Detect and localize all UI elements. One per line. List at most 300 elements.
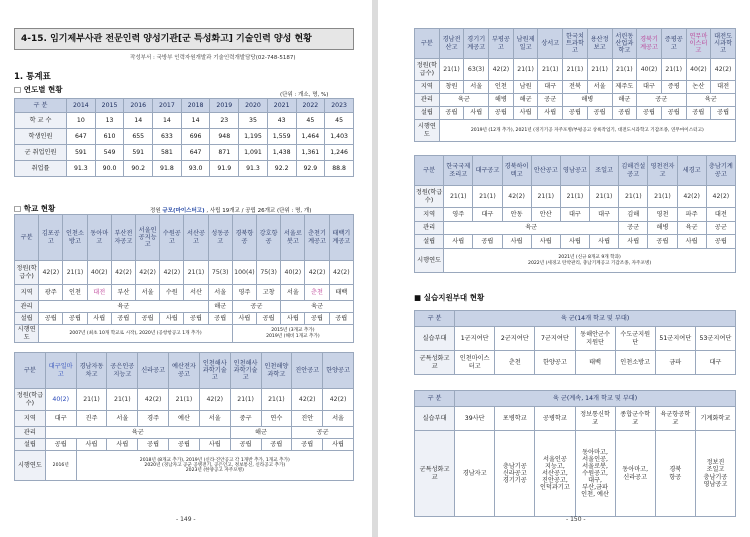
t1-est-cell: 공립 — [208, 313, 232, 325]
t3-header-cell: 경북기계공고 — [637, 29, 662, 59]
t3-region-row — [415, 81, 736, 94]
t3-row-label: 설립 — [415, 107, 440, 120]
school-heading-text: 학교 현황 — [23, 204, 56, 213]
t1-region-cell: 부산 — [111, 285, 135, 301]
t4-est-cell: 사립 — [560, 235, 589, 249]
t1-est-cell: 공립 — [111, 313, 135, 325]
t3-est-cell: 공립 — [686, 107, 711, 120]
t1-quota-cell: 75(3) — [257, 261, 281, 285]
t2-header-cell: 진안공고 — [292, 353, 323, 389]
t4-est-cell: 사립 — [444, 235, 473, 249]
yearly-cell: 13 — [95, 113, 124, 129]
t3-region-cell: 남원 — [513, 81, 538, 94]
yearly-header-row — [15, 99, 354, 113]
t6-header-cell: 포병학교 — [495, 407, 535, 431]
t4-mgmt-cell: 공군 — [619, 222, 648, 235]
t2-header-cell: 한양공고 — [323, 353, 354, 389]
t6-header-cell: 정보통신학교 — [575, 407, 615, 431]
t1-est-cell: 사립 — [232, 313, 256, 325]
t4-region-cell: 대전 — [706, 208, 735, 222]
t1-region-cell: 서산 — [184, 285, 208, 301]
t2-est-cell: 사립 — [107, 439, 138, 451]
t1-year-row — [15, 325, 354, 343]
t6-school-cell: 정보진 조일고 충남기공 영남공고 — [695, 431, 735, 517]
t4-row-label: 관리 — [415, 222, 444, 235]
t4-est-cell: 사립 — [502, 235, 531, 249]
t2-est-cell: 사립 — [323, 439, 354, 451]
t3-region-cell: 대구 — [538, 81, 563, 94]
t2-year-cell: 2016년 — [45, 451, 76, 481]
t3-mgmt-cell: 육군 — [686, 94, 735, 107]
t4-header-cell: 영남공고 — [560, 156, 589, 186]
yearly-cell: 군 취업인원 — [15, 145, 67, 161]
t3-region-cell: 증평 — [661, 81, 686, 94]
yearly-header-cell: 2018 — [181, 99, 210, 113]
t3-header-cell: 연무마이스터고 — [686, 29, 711, 59]
t2-quota-cell: 21(1) — [107, 389, 138, 411]
t4-header-cell: 한국국제조리고 — [444, 156, 473, 186]
t2-est-cell: 사립 — [199, 439, 230, 451]
t1-header-cell: 서산공고 — [184, 215, 208, 261]
t2-mgmt-cell: 해군 — [230, 427, 292, 439]
t3-row-label: 정원(학급수) — [415, 59, 440, 81]
t2-year-line: 2023년 (한양공고 자주포병) — [185, 468, 244, 474]
t5-header-cell: 수도군지원단 — [615, 327, 655, 351]
t2-quota-cell: 42(2) — [292, 389, 323, 411]
t1-region-cell: 영주 — [232, 285, 256, 301]
t4-region-cell: 안산 — [531, 208, 560, 222]
t2-region-cell: 서울 — [323, 411, 354, 427]
t3-est-cell: 공립 — [439, 107, 464, 120]
yearly-cell: 696 — [181, 129, 210, 145]
t1-est-cell: 사립 — [281, 313, 305, 325]
t3-region-cell: 대전 — [711, 81, 736, 94]
yearly-cell: 45 — [296, 113, 325, 129]
t3-region-cell: 서울 — [464, 81, 489, 94]
t1-mgmt-cell: 해군 — [208, 301, 232, 313]
t2-region-cell: 중구 — [230, 411, 261, 427]
t1-quota-cell: 42(2) — [39, 261, 63, 285]
yearly-row — [15, 161, 354, 177]
t1-region-cell: 고창 — [257, 285, 281, 301]
t4-header-cell: 대구공고 — [473, 156, 502, 186]
yearly-header-cell: 2020 — [239, 99, 268, 113]
t4-quota-cell: 21(1) — [590, 186, 619, 208]
t5-header-row — [415, 327, 736, 351]
yearly-cell: 1,438 — [267, 145, 296, 161]
t1-header-cell: 서울인공지능고 — [136, 215, 160, 261]
t3-est-cell: 공립 — [711, 107, 736, 120]
stats-heading: 1. 통계표 — [14, 72, 51, 82]
yearly-cell: 1,559 — [267, 129, 296, 145]
t2-header-cell: 예산전자공고 — [169, 353, 200, 389]
t4-quota-cell: 21(1) — [444, 186, 473, 208]
t4-row-label: 지역 — [415, 208, 444, 222]
t3-header-cell: 증평공고 — [661, 29, 686, 59]
t5-top-cell: 구 분 — [415, 311, 455, 327]
t1-header-cell: 태백기계공고 — [329, 215, 353, 261]
t1-header-cell: 동아마고 — [87, 215, 111, 261]
yearly-cell: 655 — [124, 129, 153, 145]
yearly-cell: 1,091 — [239, 145, 268, 161]
t4-header-cell: 조일고 — [590, 156, 619, 186]
t1-header-cell: 서울로봇고 — [281, 215, 305, 261]
t3-quota-cell: 40(2) — [686, 59, 711, 81]
t1-row-label: 설립 — [15, 313, 39, 325]
t2-year-line: 2020년 (경남자고 공군 공병전기, 공은인고, 정보통신, 신라공고 추가) — [144, 462, 286, 468]
t6-top-cell: 육 군(계속, 14개 학교 및 부대) — [455, 391, 736, 407]
t2-row-label: 정원(학급수) — [15, 389, 46, 411]
yearly-header-cell: 2015 — [95, 99, 124, 113]
t2-row-label: 설립 — [15, 439, 46, 451]
yearly-cell: 35 — [239, 113, 268, 129]
t6-school-row — [415, 431, 736, 517]
t6-school-cell: 경북 항공 — [655, 431, 695, 517]
t1-est-cell: 공립 — [257, 313, 281, 325]
t4-quota-row — [415, 186, 736, 208]
yearly-cell: 학생인원 — [15, 129, 67, 145]
t4-year-cell — [444, 249, 736, 273]
t5-header-cell: 1군지여단 — [455, 327, 495, 351]
t1-region-cell: 서울 — [281, 285, 305, 301]
t5-header-cell: 실습부대 — [415, 327, 455, 351]
school-note-post: , 사립 19개교 / 공립 26개교 (단위 : 명, 개) — [204, 208, 312, 214]
t1-est-cell: 공립 — [305, 313, 329, 325]
yearly-cell: 647 — [181, 145, 210, 161]
t4-header-cell: 김해건설공고 — [619, 156, 648, 186]
t3-quota-cell: 63(3) — [464, 59, 489, 81]
t2-mgmt-cell: 공군 — [292, 427, 354, 439]
t2-quota-cell: 42(2) — [323, 389, 354, 411]
t5-top-cell: 육 군(14개 학교 및 부대) — [455, 311, 736, 327]
yearly-cell: 647 — [67, 129, 96, 145]
t2-year-cell — [76, 451, 353, 481]
t4-quota-cell: 21(1) — [619, 186, 648, 208]
t2-header-cell: 공은인공지능고 — [107, 353, 138, 389]
t3-quota-cell: 21(1) — [439, 59, 464, 81]
t2-header-cell: 인천해사과학기술고 — [199, 353, 230, 389]
yearly-header-cell: 구 분 — [15, 99, 67, 113]
t3-quota-cell: 21(1) — [538, 59, 563, 81]
t4-mgmt-row — [415, 222, 736, 235]
t3-header-row — [415, 29, 736, 59]
t1-est-cell: 공립 — [63, 313, 87, 325]
t2-header-row — [15, 353, 354, 389]
t1-mgmt-row — [15, 301, 354, 313]
t1-region-cell: 인천 — [63, 285, 87, 301]
t3-mgmt-cell: 해군 — [612, 94, 637, 107]
t3-header-cell: 남원제일고 — [513, 29, 538, 59]
t1-year-cell — [232, 325, 353, 343]
yearly-cell: 14 — [153, 113, 182, 129]
t2-header-cell: 인천해사과학기술고 — [230, 353, 261, 389]
yearly-cell: 88.8 — [325, 161, 354, 177]
t1-est-cell: 공립 — [184, 313, 208, 325]
t1-quota-cell: 40(2) — [281, 261, 305, 285]
t1-est-cell: 사립 — [160, 313, 184, 325]
t3-mgmt-cell: 해병 — [489, 94, 514, 107]
t4-quota-cell: 42(2) — [706, 186, 735, 208]
t5-school-cell: 한양공고 — [535, 351, 575, 375]
t1-quota-cell: 21(1) — [63, 261, 87, 285]
t4-est-cell: 사립 — [677, 235, 706, 249]
t1-header-cell: 수원공고 — [160, 215, 184, 261]
t4-mgmt-cell: 육군 — [677, 222, 706, 235]
school-table-2 — [14, 352, 354, 481]
t6-header-cell: 39사단 — [455, 407, 495, 431]
t3-header-cell: 서린동산업과학고 — [612, 29, 637, 59]
yearly-cell: 549 — [95, 145, 124, 161]
t1-row-label: 지역 — [15, 285, 39, 301]
yearly-cell: 91.8 — [153, 161, 182, 177]
t4-region-cell: 김해 — [619, 208, 648, 222]
t1-region-cell: 수원 — [160, 285, 184, 301]
yearly-cell: 91.3 — [239, 161, 268, 177]
yearly-unit: (단위 : 개소, 명, %) — [280, 92, 329, 98]
t2-est-cell: 공립 — [230, 439, 261, 451]
t4-region-row — [415, 208, 736, 222]
page-number-left: - 149 - — [176, 516, 196, 523]
yearly-cell: 학 교 수 — [15, 113, 67, 129]
t3-quota-cell: 21(1) — [612, 59, 637, 81]
yearly-cell: 10 — [67, 113, 96, 129]
t4-row-label: 시행연도 — [415, 249, 444, 273]
t4-header-cell: 세경고 — [677, 156, 706, 186]
t3-quota-cell: 42(2) — [489, 59, 514, 81]
yearly-header-cell: 2019 — [210, 99, 239, 113]
t6-header-cell: 실습부대 — [415, 407, 455, 431]
t1-est-cell: 사립 — [87, 313, 111, 325]
t3-est-cell: 공립 — [489, 107, 514, 120]
t2-quota-cell: 42(2) — [199, 389, 230, 411]
t1-est-cell: 공립 — [329, 313, 353, 325]
yearly-header-cell: 2016 — [124, 99, 153, 113]
t3-est-cell: 공립 — [637, 107, 662, 120]
yearly-row — [15, 113, 354, 129]
section-title: 4-15. 임기제부사관 전문인력 양성기관[군 특성화고] 기술인력 양성 현황 — [14, 28, 354, 50]
t4-header-cell: 영천전자고 — [648, 156, 677, 186]
t1-est-row — [15, 313, 354, 325]
t2-header-cell: 인천해양과학고 — [261, 353, 292, 389]
t4-header-cell: 충남기계공고 — [706, 156, 735, 186]
t1-header-cell: 춘천기계공고 — [305, 215, 329, 261]
t3-mgmt-row — [415, 94, 736, 107]
t3-region-cell: 전북 — [563, 81, 588, 94]
yearly-cell: 91.3 — [67, 161, 96, 177]
t3-header-cell: 경기기계공고 — [464, 29, 489, 59]
t2-region-cell: 예산 — [169, 411, 200, 427]
t2-row-label: 관리 — [15, 427, 46, 439]
t3-quota-cell: 42(2) — [711, 59, 736, 81]
t6-header-cell: 육군항공학교 — [655, 407, 695, 431]
yearly-cell: 14 — [124, 113, 153, 129]
t5-school-row — [415, 351, 736, 375]
t3-row-label: 지역 — [415, 81, 440, 94]
t2-row-label: 지역 — [15, 411, 46, 427]
yearly-cell: 90.2 — [124, 161, 153, 177]
t2-quota-cell: 21(1) — [230, 389, 261, 411]
t2-est-cell: 공립 — [292, 439, 323, 451]
t3-header-cell: 부평공고 — [489, 29, 514, 59]
t3-quota-cell: 21(1) — [563, 59, 588, 81]
t4-quota-cell: 21(1) — [560, 186, 589, 208]
t6-school-cell: 서울인공 지능고, 서산공고, 진안공고, 인덕과기고 — [535, 431, 575, 517]
t3-mgmt-cell: 육군 — [439, 94, 488, 107]
t4-region-cell: 영천 — [648, 208, 677, 222]
support-heading: ■ 실습지원부대 현황 — [414, 293, 485, 302]
yearly-cell: 948 — [210, 129, 239, 145]
t1-row-label: 관리 — [15, 301, 39, 313]
t5-header-cell: 2군지여단 — [495, 327, 535, 351]
t3-quota-cell: 21(1) — [661, 59, 686, 81]
t4-est-row — [415, 235, 736, 249]
yearly-header-cell: 2023 — [325, 99, 354, 113]
yearly-cell: 취업률 — [15, 161, 67, 177]
yearly-cell: 14 — [181, 113, 210, 129]
t3-region-cell: 창원 — [439, 81, 464, 94]
t4-header-cell: 경북하이텍고 — [502, 156, 531, 186]
t3-quota-cell: 21(1) — [513, 59, 538, 81]
t2-est-cell: 공립 — [169, 439, 200, 451]
t6-header-cell: 종합군수학교 — [615, 407, 655, 431]
t4-region-cell: 대구 — [590, 208, 619, 222]
t6-school-cell: 충남기공 신라공고 경기기공 — [495, 431, 535, 517]
t6-header-row — [415, 407, 736, 431]
yearly-cell: 581 — [153, 145, 182, 161]
school-note — [150, 206, 311, 214]
author-line: 작성부서 : 국방부 인력자원개발과 기술인력개발담당(02-748-5187) — [130, 55, 296, 61]
t3-row-label: 관리 — [415, 94, 440, 107]
t4-header-row — [415, 156, 736, 186]
t1-header-cell: 인천소방고 — [63, 215, 87, 261]
yearly-cell: 1,246 — [325, 145, 354, 161]
t1-region-cell: 광주 — [39, 285, 63, 301]
yearly-row — [15, 129, 354, 145]
t4-year-line: 2022년 (세경고 탄약관리, 충남기계공고 기갑조종, 자주포병) — [528, 260, 652, 266]
t2-quota-row — [15, 389, 354, 411]
t4-est-cell: 공립 — [706, 235, 735, 249]
t3-quota-row — [415, 59, 736, 81]
t1-year-cell: 2007년 (최초 10개 학교로 시작), 2020년 (공항항공고 1개 추가) — [39, 325, 233, 343]
t3-mgmt-cell: 공군 — [538, 94, 563, 107]
t1-region-cell: 춘천 — [305, 285, 329, 301]
t3-est-cell: 공립 — [563, 107, 588, 120]
t5-school-cell: 인천소방고 — [615, 351, 655, 375]
t1-header-cell: 성동공고 — [208, 215, 232, 261]
t2-region-cell: 서울 — [199, 411, 230, 427]
yearly-heading-text: 연도별 현황 — [23, 85, 63, 94]
t4-region-cell: 대구 — [560, 208, 589, 222]
school-table-4 — [414, 155, 736, 273]
t1-quota-cell: 42(2) — [136, 261, 160, 285]
yearly-cell: 591 — [124, 145, 153, 161]
t4-est-cell: 공립 — [648, 235, 677, 249]
t3-region-cell: 논산 — [686, 81, 711, 94]
t1-row-label: 시행연도 — [15, 325, 39, 343]
t6-school-cell: 동아마고, 신라공고 — [615, 431, 655, 517]
t3-header-cell: 구분 — [415, 29, 440, 59]
t5-header-cell: 7군지여단 — [535, 327, 575, 351]
t5-header-cell: 53군지여단 — [695, 327, 735, 351]
t3-year-cell: 2019년 (12개 추가), 2021년 (경기기공 자주포병/부평공고 상륙작업기, 대전도시과학고 기갑조종, 연무마이스터고) — [439, 120, 735, 142]
t4-region-cell: 안동 — [502, 208, 531, 222]
yearly-cell: 92.2 — [267, 161, 296, 177]
t1-region-cell: 태백 — [329, 285, 353, 301]
t6-school-cell: 군특성화고교 — [415, 431, 455, 517]
t1-region-cell: 서울 — [208, 285, 232, 301]
t6-school-cell: 동아마고, 서울인공, 서울로봇, 수원공고, 대구, 부산,금파 인천, 예산 — [575, 431, 615, 517]
t5-school-cell: 태백 — [575, 351, 615, 375]
t4-est-cell: 공립 — [473, 235, 502, 249]
school-table-3 — [414, 28, 736, 142]
t1-quota-cell: 42(2) — [305, 261, 329, 285]
t2-row-label: 시행연도 — [15, 451, 46, 481]
support-heading-text: 실습지원부대 현황 — [423, 293, 485, 302]
t3-region-cell: 제주도 — [612, 81, 637, 94]
t2-region-cell: 진주 — [76, 411, 107, 427]
t2-region-cell: 연수 — [261, 411, 292, 427]
yearly-cell: 93.0 — [181, 161, 210, 177]
t1-year-line: 2019년 (해비 1개교 추가) — [266, 333, 320, 339]
t5-school-cell: 인천마이스터고 — [455, 351, 495, 375]
t3-year-row — [415, 120, 736, 142]
t1-header-cell: 구분 — [15, 215, 39, 261]
t1-quota-cell: 42(2) — [160, 261, 184, 285]
t1-row-label: 정원(학급수) — [15, 261, 39, 285]
t4-quota-cell: 42(2) — [502, 186, 531, 208]
t1-header-cell: 경북항공 — [232, 215, 256, 261]
t1-mgmt-cell: 육군 — [281, 301, 354, 313]
t4-region-cell: 대구 — [473, 208, 502, 222]
yearly-cell: 23 — [210, 113, 239, 129]
t6-top-cell: 구 분 — [415, 391, 455, 407]
t3-est-row — [415, 107, 736, 120]
t3-est-cell: 사립 — [513, 107, 538, 120]
t4-quota-cell: 21(1) — [473, 186, 502, 208]
t1-quota-cell: 100(4) — [232, 261, 256, 285]
yearly-cell: 45 — [325, 113, 354, 129]
t1-mgmt-cell: 육군 — [39, 301, 208, 313]
t3-est-cell: 공립 — [587, 107, 612, 120]
t5-header-cell: 51군지여단 — [655, 327, 695, 351]
t2-year-row — [15, 451, 354, 481]
t6-top-row — [415, 391, 736, 407]
t2-quota-cell: 21(1) — [169, 389, 200, 411]
t4-quota-cell: 21(1) — [648, 186, 677, 208]
school-table-1 — [14, 214, 354, 343]
right-page — [378, 0, 750, 537]
t4-header-cell: 안산공고 — [531, 156, 560, 186]
t3-row-label: 시행연도 — [415, 120, 440, 142]
t1-header-cell: 김포공고 — [39, 215, 63, 261]
t2-est-cell: 사립 — [76, 439, 107, 451]
t4-region-cell: 파주 — [677, 208, 706, 222]
yearly-cell: 1,403 — [325, 129, 354, 145]
yearly-header-cell: 2021 — [267, 99, 296, 113]
t6-school-cell: 경남자고 — [455, 431, 495, 517]
yearly-heading: □ 연도별 현황 — [14, 85, 63, 94]
page-number-right: - 150 - — [566, 516, 586, 523]
yearly-table — [14, 98, 354, 177]
t1-est-cell: 공립 — [39, 313, 63, 325]
t1-quota-cell: 21(1) — [184, 261, 208, 285]
t4-row-label: 설립 — [415, 235, 444, 249]
t2-mgmt-row — [15, 427, 354, 439]
yearly-cell: 90.0 — [95, 161, 124, 177]
t2-quota-cell: 42(2) — [138, 389, 169, 411]
t5-school-cell: 춘천 — [495, 351, 535, 375]
t2-region-cell: 서울 — [107, 411, 138, 427]
